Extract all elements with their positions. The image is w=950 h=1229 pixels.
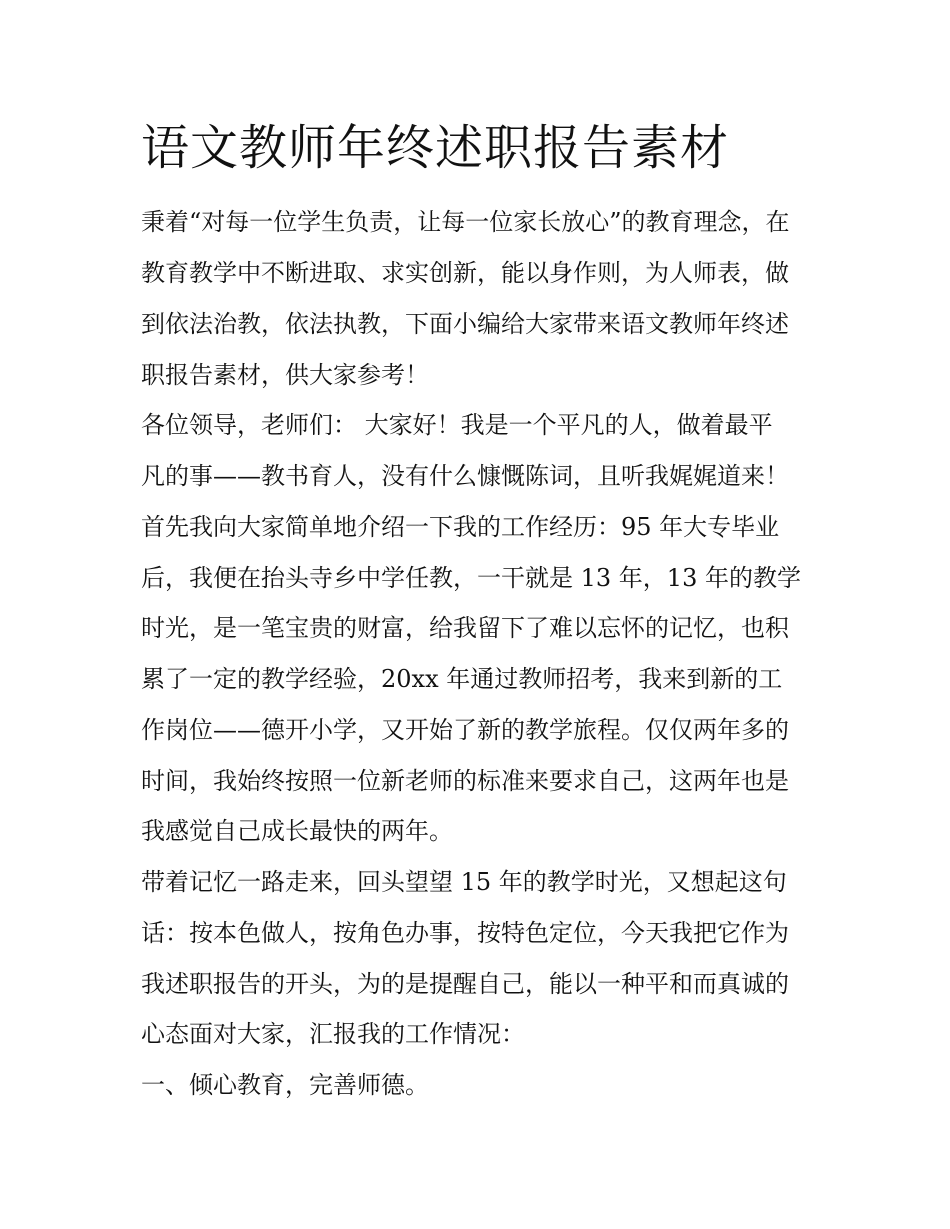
body-line: 心态面对大家，汇报我的工作情况：: [141, 1020, 525, 1048]
body-line: 后，我便在抬头寺乡中学任教，一干就是 13 年，13 年的教学: [141, 564, 801, 592]
body-line: 累了一定的教学经验，20xx 年通过教师招考，我来到新的工: [141, 665, 783, 693]
body-line: 各位领导，老师们： 大家好！我是一个平凡的人，做着最平: [141, 411, 773, 439]
section-heading: 一、倾心教育，完善师德。: [141, 1071, 429, 1099]
body-line: 时光，是一笔宝贵的财富，给我留下了难以忘怀的记忆，也积: [141, 614, 789, 642]
body-line: 我述职报告的开头，为的是提醒自己，能以一种平和而真诚的: [141, 970, 789, 998]
body-line: 作岗位——德开小学，又开始了新的教学旅程。仅仅两年多的: [141, 716, 789, 744]
body-line: 秉着“对每一位学生负责，让每一位家长放心”的教育理念，在: [141, 208, 790, 236]
body-line: 话：按本色做人，按角色办事，按特色定位，今天我把它作为: [141, 919, 789, 947]
body-line: 首先我向大家简单地介绍一下我的工作经历：95 年大专毕业: [141, 513, 780, 541]
body-line: 我感觉自己成长最快的两年。: [141, 817, 453, 845]
body-line: 到依法治教，依法执教，下面小编给大家带来语文教师年终述: [141, 310, 789, 338]
body-line: 凡的事——教书育人，没有什么慷慨陈词，且听我娓娓道来！: [141, 462, 789, 490]
body-line: 带着记忆一路走来，回头望望 15 年的教学时光，又想起这句: [141, 868, 787, 896]
body-line: 教育教学中不断进取、求实创新，能以身作则，为人师表，做: [141, 259, 789, 287]
body-line: 时间，我始终按照一位新老师的标准来要求自己，这两年也是: [141, 767, 789, 795]
body-line: 职报告素材，供大家参考！: [141, 361, 429, 389]
document-title: 语文教师年终述职报告素材: [141, 120, 730, 176]
